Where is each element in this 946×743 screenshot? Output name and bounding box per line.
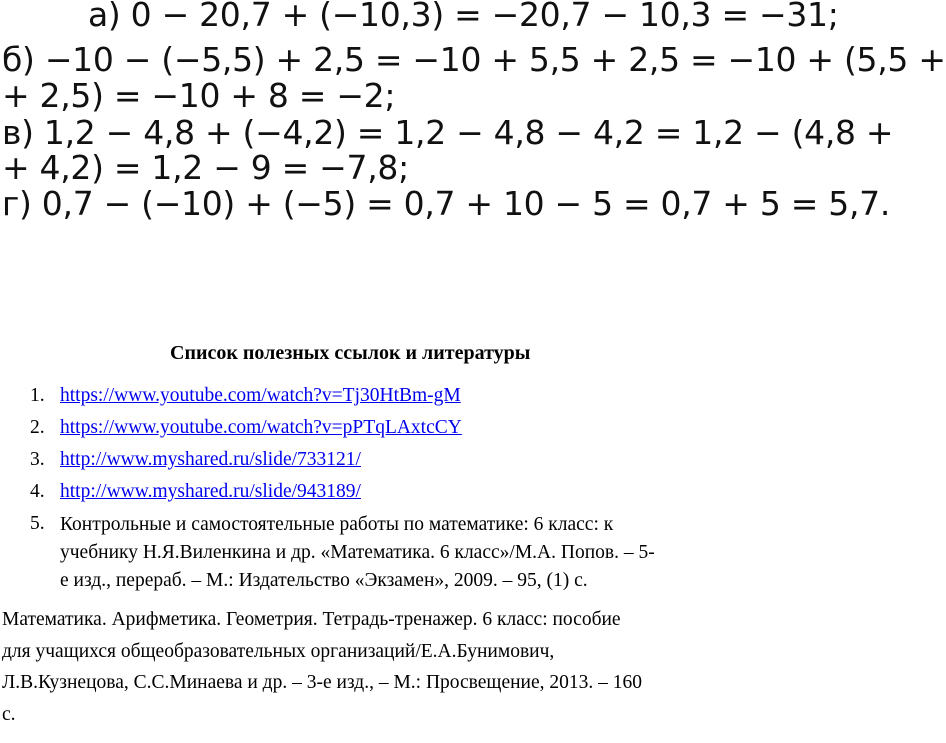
solution-b-line-1: б) −10 − (−5,5) + 2,5 = −10 + 5,5 + 2,5 = −10 + (5,5 + bbox=[2, 40, 946, 79]
solution-v-line-2: + 4,2) = 1,2 − 9 = −7,8; bbox=[2, 148, 409, 187]
reference-book-text bbox=[60, 511, 760, 595]
reference-link-4[interactable]: http://www.myshared.ru/slide/943189/ bbox=[60, 481, 361, 502]
list-number: 1. bbox=[30, 385, 45, 406]
math-solutions bbox=[0, 0, 946, 223]
additional-reference-line: с. bbox=[2, 703, 16, 725]
additional-reference-line: Математика. Арифметика. Геометрия. Тетрадь-тренажер. 6 класс: пособие bbox=[2, 609, 621, 630]
solution-v-line-1: в) 1,2 − 4,8 + (−4,2) = 1,2 − 4,8 − 4,2 = 1,2 − (4,8 + bbox=[2, 113, 894, 152]
solution-a-line: а) 0 − 20,7 + (−10,3) = −20,7 − 10,3 = −31; bbox=[88, 0, 839, 34]
solution-b-line-2: + 2,5) = −10 + 8 = −2; bbox=[2, 76, 396, 115]
additional-reference-line: Л.В.Кузнецова, С.С.Минаева и др. – 3-е изд., – М.: Просвещение, 2013. – 160 bbox=[2, 672, 643, 693]
solution-g-line: г) 0,7 − (−10) + (−5) = 0,7 + 10 − 5 = 0,7 + 5 = 5,7. bbox=[2, 184, 891, 223]
reference-book-line: е изд., перераб. – М.: Издательство «Экзамен», 2009. – 95, (1) с. bbox=[60, 570, 588, 591]
list-number: 5. bbox=[30, 513, 45, 534]
reference-link-3[interactable]: http://www.myshared.ru/slide/733121/ bbox=[60, 449, 361, 470]
reference-link-2[interactable]: https://www.youtube.com/watch?v=pPTqLAxtcCY bbox=[60, 417, 462, 438]
references-title: Список полезных ссылок и литературы bbox=[170, 342, 531, 364]
list-number: 2. bbox=[30, 417, 45, 438]
reference-book-line: учебнику Н.Я.Виленкина и др. «Математика. 6 класс»/М.А. Попов. – 5- bbox=[60, 542, 655, 563]
reference-link-1[interactable]: https://www.youtube.com/watch?v=Tj30HtBm-gM bbox=[60, 385, 461, 406]
additional-reference bbox=[2, 604, 802, 730]
list-number: 4. bbox=[30, 481, 45, 502]
reference-book-line: Контрольные и самостоятельные работы по математике: 6 класс: к bbox=[60, 514, 614, 535]
additional-reference-line: для учащихся общеобразовательных организаций/Е.А.Бунимович, bbox=[2, 640, 555, 662]
list-number: 3. bbox=[30, 449, 45, 470]
